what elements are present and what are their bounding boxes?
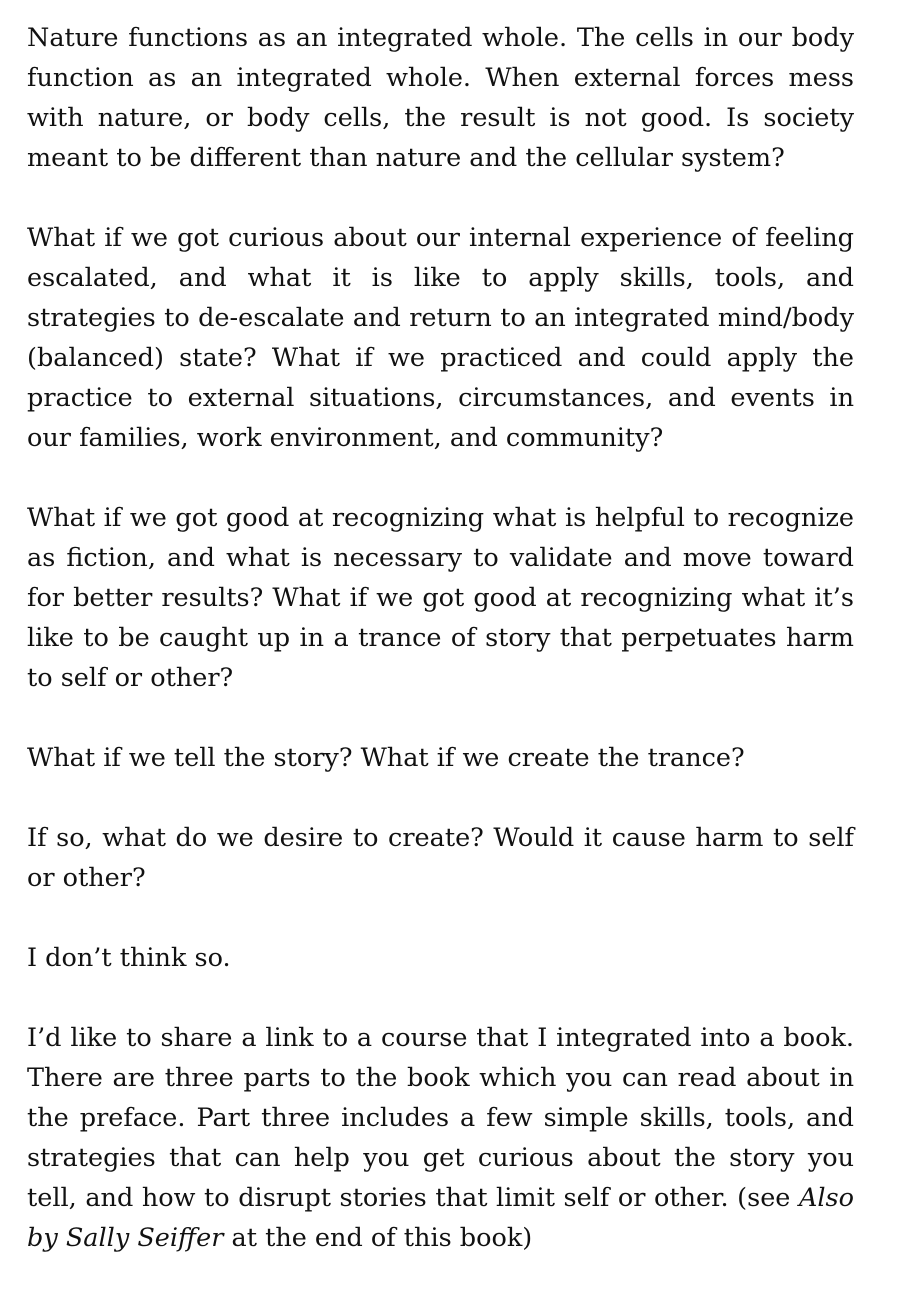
final-paragraph-ending: at the end of this book) xyxy=(223,1223,533,1253)
also-by-reference: Also by Sally Seiffer xyxy=(27,1183,854,1253)
paragraph-tell-the-story: What if we tell the story? What if we create the trance? xyxy=(27,743,745,773)
paragraph-desire-to-create: If so, what do we desire to create? Would it cause harm to self or other? xyxy=(27,823,854,893)
paragraph-share-course-link xyxy=(27,1018,854,1258)
paragraph-recognizing-fiction: What if we got good at recognizing what is helpful to recognize as fiction, and what is necessary to validate and move toward for better results? What if we got good at recognizing what it’s like to be caught up in a trance of story that perpetuates harm to self or other? xyxy=(27,503,854,693)
paragraph-dont-think-so: I don’t think so. xyxy=(27,943,231,973)
paragraph-nature-integrated: Nature functions as an integrated whole. The cells in our body function as an integrated whole. When external forces mess with nature, or body cells, the result is not good. Is society meant to be different than nature and the cellular system? xyxy=(27,23,854,173)
final-paragraph-text: I’d like to share a link to a course that I integrated into a book. There are three parts to the book which you can read about in the preface. Part three includes a few simple skills, tools, and strategies that can help you get curious about the story you tell, and how to disrupt stories that limit self or other. (see xyxy=(27,1023,854,1213)
paragraph-internal-experience: What if we got curious about our internal experience of feeling escalated, and what it is like to apply skills, tools, and strategies to de-escalate and return to an integrated mind/body (balanced) state? What if we practiced and could apply the practice to external situations, circumstances, and events in our families, work environment, and community? xyxy=(27,223,854,453)
